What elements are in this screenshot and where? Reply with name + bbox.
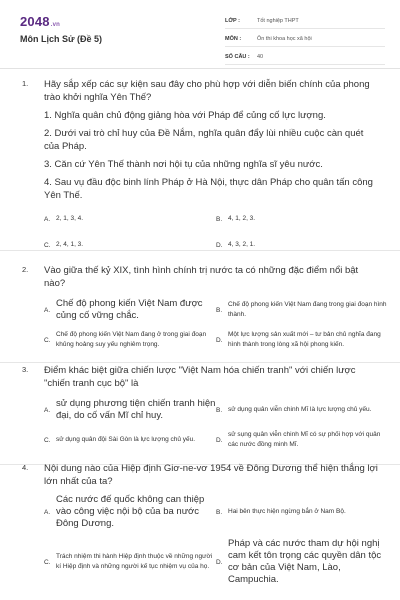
question-text: Vào giữa thế kỷ XIX, tình hình chính trị nước ta có những đặc điểm nổi bật nào? [44,265,359,289]
meta-row-count [225,50,385,65]
question-2 [0,264,400,350]
question-text: Nội dung nào của Hiệp định Giơ-ne-vơ 1954 về Đông Dương thể hiện thắng lợi lớn nhất của ta? [44,463,378,487]
option-b[interactable]: B. 4, 1, 2, 3. [216,215,256,223]
question-3 [0,364,400,450]
question-text: Điểm khác biệt giữa chiến lược "Việt Nam hóa chiến tranh" với chiến lược "chiến tranh cục bộ" là [44,365,356,389]
options [44,214,378,250]
question-number: 2. [22,265,29,274]
meta-key: SỐ CÂU : [225,54,250,60]
option-c[interactable]: C. 2, 4, 1, 3. [44,241,84,249]
option-c[interactable]: C. sử dụng quân đội Sài Gòn là lực lượng chủ yếu. [44,436,196,444]
question-number: 1. [22,79,29,88]
options [44,494,382,586]
meta-row-class [225,14,385,29]
statement: 2. Dưới vai trò chỉ huy của Đề Nắm, nghĩa quân đẩy lùi nhiều cuộc càn quét của Pháp. [44,128,364,152]
options [44,398,381,450]
option-a[interactable]: A. Chế độ phong kiến Việt Nam được củng cố vững chắc. [44,298,203,321]
option-b[interactable]: B. Hai bên thực hiện ngừng bắn ở Nam Bộ. [216,508,346,516]
question-number: 3. [22,365,29,374]
meta-row-subject [225,32,385,47]
option-a[interactable]: A. Các nước đế quốc không can thiệp vào công việc nội bộ của ba nước Đông Dương. [44,494,205,529]
question-1 [0,78,400,250]
statement: 1. Nghĩa quân chủ động giảng hòa với Pháp để củng cố lực lượng. [44,110,326,121]
question-4 [0,462,400,586]
divider [0,250,400,251]
option-b[interactable]: B. sử dụng quân viễn chinh Mĩ là lực lượng chủ yếu. [216,406,372,414]
option-c[interactable]: C. Chế độ phong kiến Việt Nam đang ở trong giai đoạn khủng hoảng suy yếu nghiêm trọng. [44,331,207,348]
meta-value: Ôn thi khoa học xã hội [257,36,312,42]
option-a[interactable]: A. sử dụng phương tiện chiến tranh hiện đại, do cố vấn Mĩ chỉ huy. [44,398,216,421]
option-c[interactable]: C. Trách nhiệm thi hành Hiệp định thuộc về những người kí Hiệp định và những người kế tục nhiệm vụ của họ. [44,553,213,570]
option-d[interactable]: D. sử sụng quân viễn chinh Mĩ có sự phối hợp với quân các nước đồng minh Mĩ. [216,431,381,448]
header [0,0,400,69]
meta-key: MÔN : [225,36,242,42]
subject-title: Môn Lịch Sử (Đề 5) [20,34,103,44]
divider [0,362,400,363]
question-list [0,78,400,586]
exam-meta [225,14,385,68]
option-b[interactable]: B. Chế độ phong kiến Việt Nam đang trong giai đoạn hình thành. [216,301,387,318]
option-d[interactable]: D. Pháp và các nước tham dự hội nghị cam kết tôn trọng các quyền dân tộc cơ bản của Việt Nam, Lào, Campuchia. [216,538,382,585]
option-a[interactable]: A. 2, 1, 3, 4. [44,215,84,223]
options [44,298,387,350]
option-d[interactable]: D. 4, 3, 2, 1. [216,241,256,249]
meta-key: LỚP : [225,18,240,24]
meta-value: 40 [257,54,264,60]
question-number: 4. [22,463,29,472]
meta-value: Tốt nghiệp THPT [257,18,299,24]
site-logo[interactable]: 2048.vn [20,14,61,29]
statement: 3. Căn cứ Yên Thế thành nơi hội tụ của những nghĩa sĩ yêu nước. [44,159,323,170]
option-d[interactable]: D. Một lực lượng sản xuất mới – tư bản chủ nghĩa đang hình thành trong lòng xã hội phong kiến. [216,331,381,348]
statement: 4. Sau vụ đầu độc binh lính Pháp ở Hà Nội, thực dân Pháp cho quân tấn công Yên Thế. [44,177,373,201]
question-text: Hãy sắp xếp các sự kiện sau đây cho phù hợp với diễn biến chính của phong trào khởi nghĩa Yên Thế? [44,79,370,103]
